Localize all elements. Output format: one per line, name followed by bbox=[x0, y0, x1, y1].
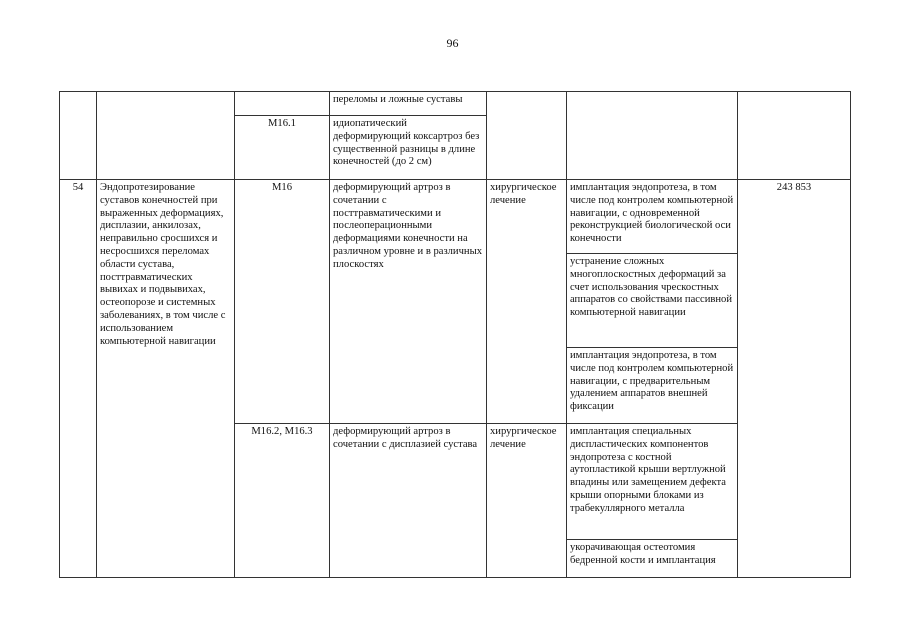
procedures-table bbox=[59, 91, 851, 578]
cell-code: M16.1 bbox=[235, 116, 330, 180]
cell-model: деформирующий артроз в сочетании с дисплазией сустава bbox=[330, 424, 487, 578]
cell-model: идиопатический деформирующий коксартроз без существенной разницы в длине конечностей (до 2 см) bbox=[330, 116, 487, 180]
cell-price: 243 853 bbox=[738, 180, 851, 578]
cell-name bbox=[97, 92, 235, 180]
cell-code: M16.2, M16.3 bbox=[235, 424, 330, 578]
cell-code: M16 bbox=[235, 180, 330, 424]
cell-treatment bbox=[487, 92, 567, 180]
cell-model: деформирующий артроз в сочетании с посттравматическими и послеоперационными деформациями конечности на различном уровне и в различных плоскостях bbox=[330, 180, 487, 424]
cell-treatment: хирургическое лечение bbox=[487, 424, 567, 578]
cell-number: 54 bbox=[60, 180, 97, 578]
cell-name: Эндопротезирование суставов конечностей при выраженных деформациях, дисплазии, анкилозах, неправильно сросшихся и несросшихся переломах области сустава, посттравматических вывихах и подвывихах, остеопорозе и системных заболеваниях, в том числе с использованием компьютерной навигации bbox=[97, 180, 235, 578]
table-row bbox=[60, 92, 851, 116]
cell-method: имплантация эндопротеза, в том числе под контролем компьютерной навигации, с одновременной реконструкцией биологической оси конечности bbox=[567, 180, 738, 254]
cell-model: переломы и ложные суставы bbox=[330, 92, 487, 116]
cell-method: имплантация эндопротеза, в том числе под контролем компьютерной навигации, с предварительным удалением аппаратов внешней фиксации bbox=[567, 348, 738, 424]
cell-code bbox=[235, 92, 330, 116]
cell-price bbox=[738, 92, 851, 180]
cell-method bbox=[567, 92, 738, 180]
cell-method: устранение сложных многоплоскостных деформаций за счет использования чрескостных аппаратов со свойствами пассивной компьютерной навигации bbox=[567, 254, 738, 348]
cell-number bbox=[60, 92, 97, 180]
cell-method: укорачивающая остеотомия бедренной кости и имплантация bbox=[567, 540, 738, 578]
cell-method: имплантация специальных диспластических компонентов эндопротеза с костной аутопластикой крыши вертлужной впадины или замещением дефекта крыши опорными блоками из трабекуллярного металла bbox=[567, 424, 738, 540]
table-row bbox=[60, 180, 851, 254]
cell-treatment: хирургическое лечение bbox=[487, 180, 567, 424]
page-number: 96 bbox=[446, 36, 459, 50]
